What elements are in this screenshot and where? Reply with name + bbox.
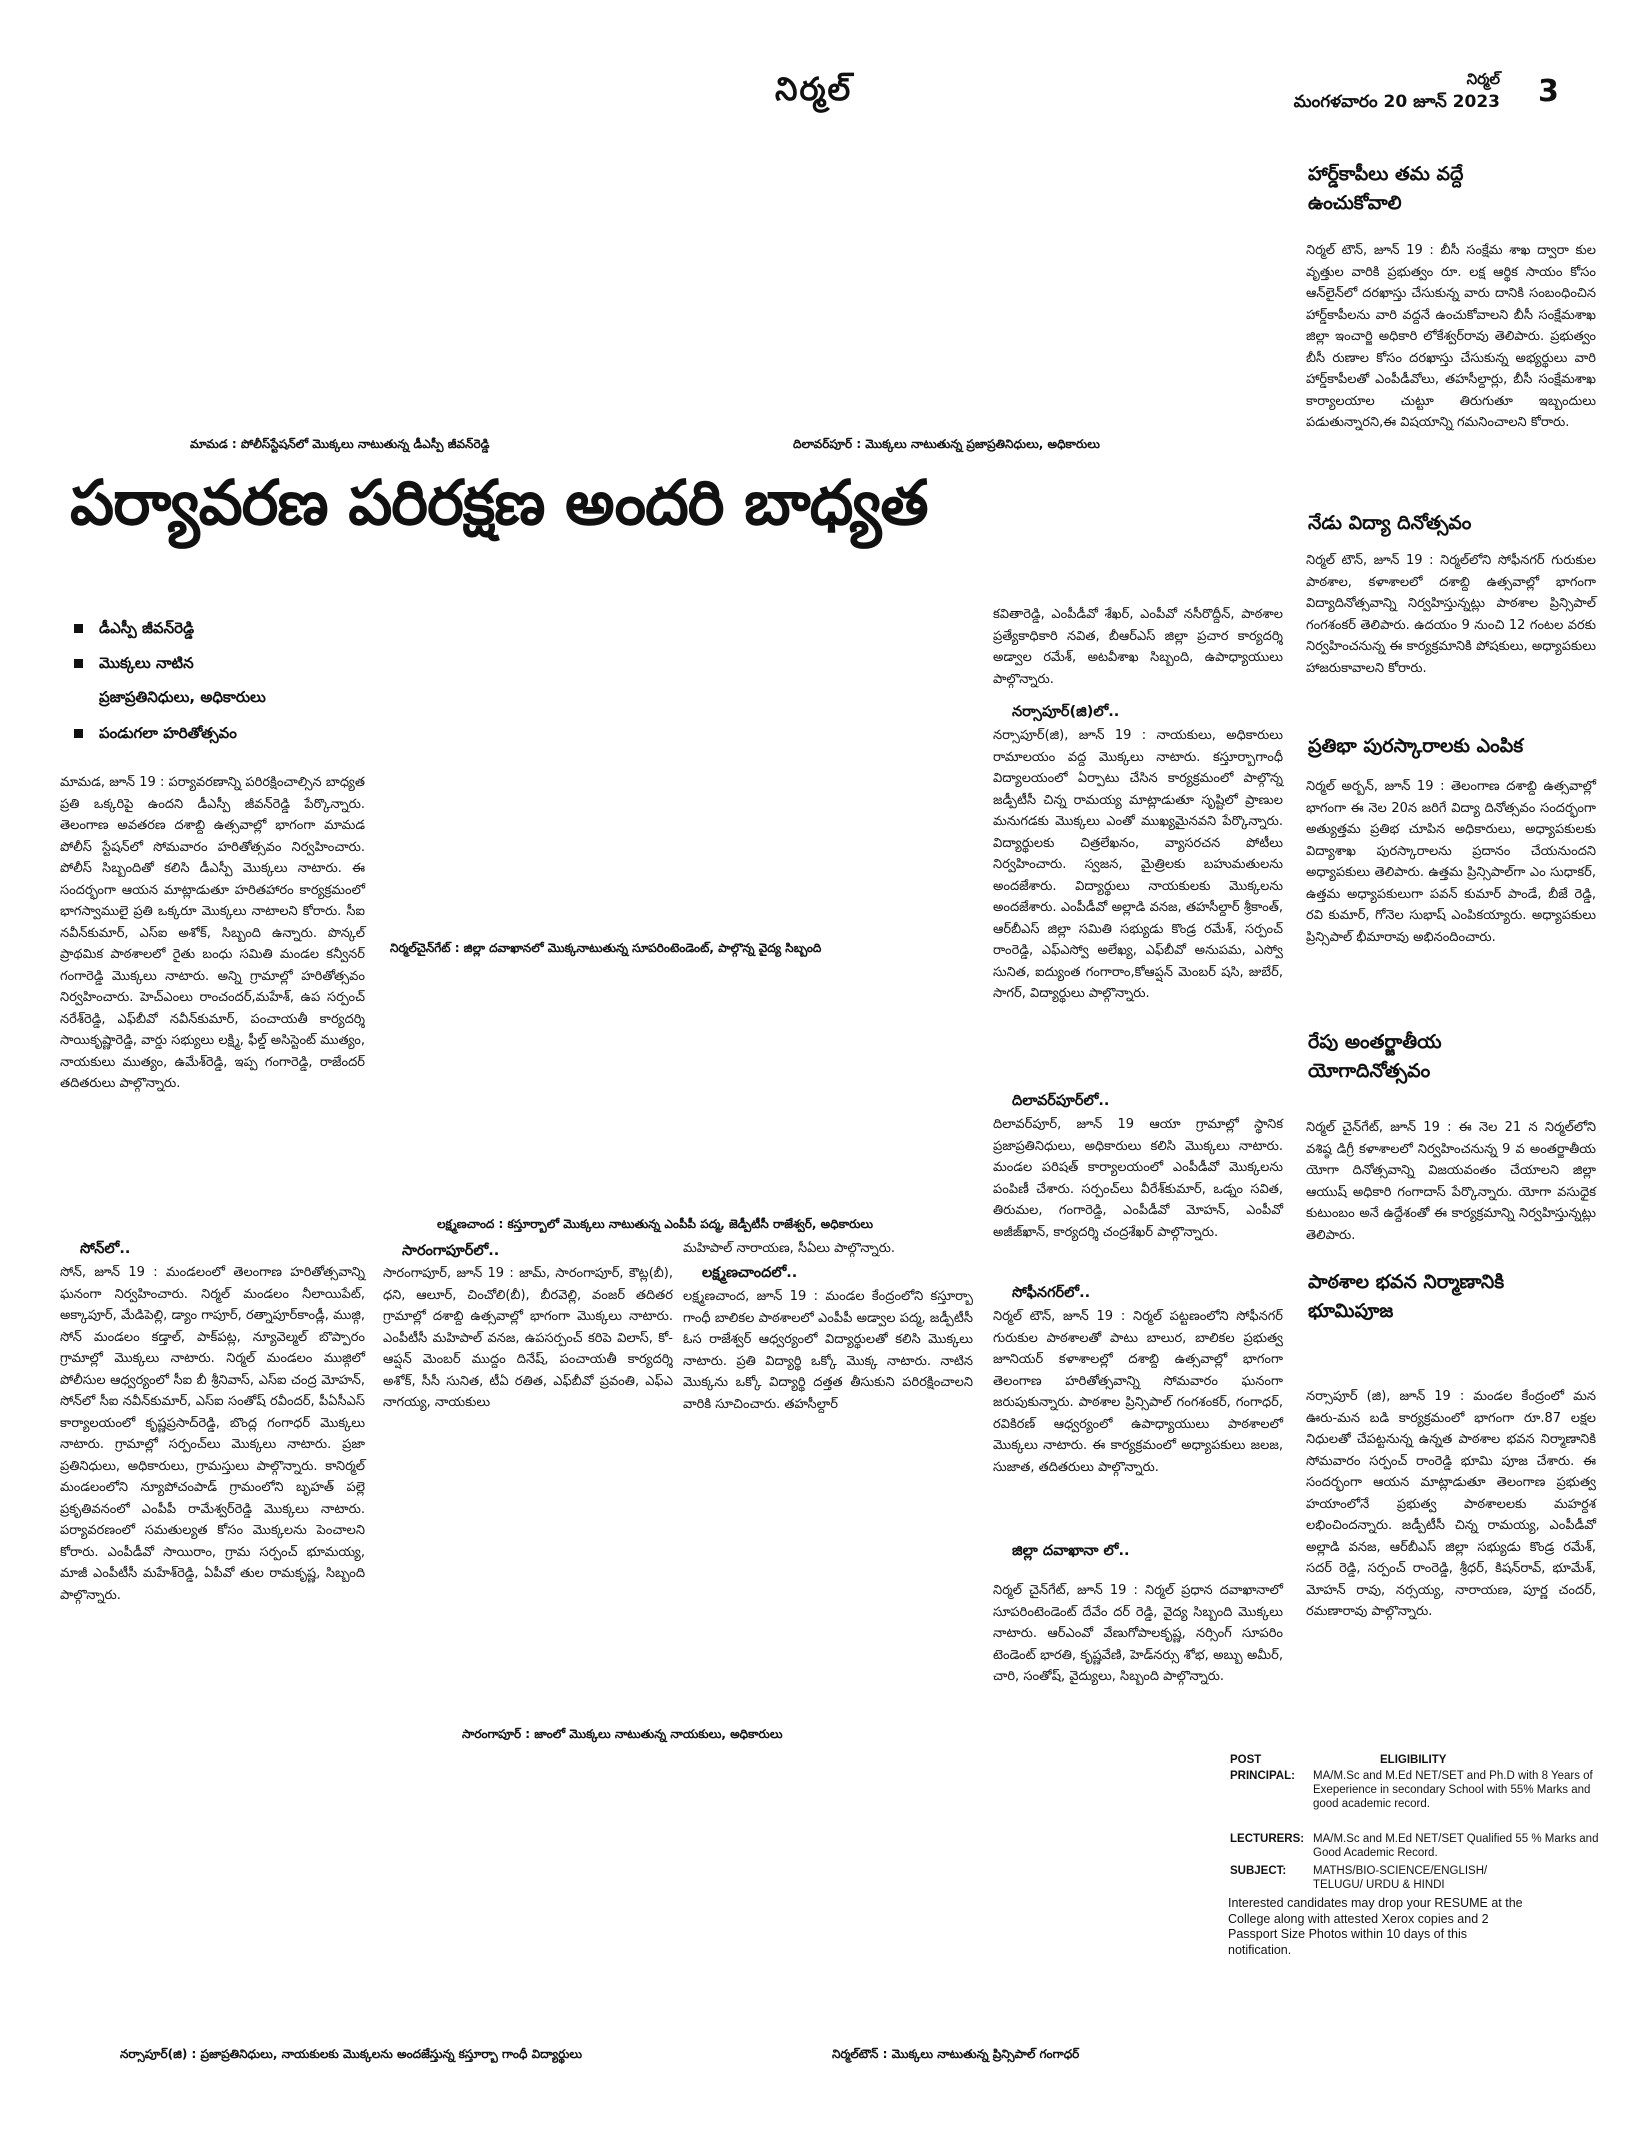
photo-nirmaltown bbox=[780, 1760, 1210, 2040]
bullet-item: మొక్కలు నాటిన bbox=[74, 652, 194, 674]
ad-post-subject: SUBJECT: bbox=[1230, 1865, 1287, 1877]
ad-eligibility-principal: MA/M.Sc and M.Ed NET/SET and Ph.D with 8 Years of Exeperience in secondary School with 55% Marks and good academic record. bbox=[1313, 1770, 1593, 1810]
story-body-sone: సోన్, జూన్ 19 : మండలంలో తెలంగాణ హరితోత్సవాన్ని ఘనంగా నిర్వహించారు. నిర్మల్ మండలం నీలాయిపేట్, అక్కాపూర్, మేడిపెల్లి, డ్యాం గాపూర్, రత్నాపూర్‌కాండ్లీ, ముజ్గి, సోన్ మండలం కడ్తాల్, పాక్‌పట్ల, న్యూవెల్మల్ బొప్పారం గ్రామాల్లో మొక్కలు నాటారు. నిర్మల్ మండలం ముజ్గిలో పోలీసుల ఆధ్వర్యంలో సీఐ బీ శ్రీనివాస్, ఎస్ఐ చంద్ర మోహన్, సోన్‌లో సీఐ నవీన్‌కుమార్, ఎస్ఐ సంతోష్ రవీందర్, పీఏసీఎస్ కార్యాలయంలో కృష్ణప్రసాద్‌రెడ్డి, బొంద్ల గంగాధర్ మొక్కలు నాటారు. గ్రామాల్లో సర్పంచ్‌లు మొక్కలు నాటారు. ప్రజా ప్రతినిధులు, అధికారులు, గ్రామస్తులు పాల్గొన్నారు. కానిర్మల్ మండలంలోని న్యూపోచంపాడ్ గ్రామంలోని బృహత్ పల్లె ప్రకృతివనంలో ఎంపీపీ రామేశ్వర్‌రెడ్డి మొక్కలు నాటారు. పర్యావరణంలో సమతుల్యత కోసం మొక్కలను పెంచాలని కోరారు. ఎంపీడీవో సాయిరాం, గ్రామ సర్పంచ్ భూమయ్య, మాజీ ఎంపీటీసీ మహేశ్‌రెడ్డి, ఏపీవో తుల రామకృష్ణ, సిబ్బంది పాల్గొన్నారు. bbox=[60, 1265, 370, 1603]
story2-heading: నేడు విద్యా దినోత్సవం bbox=[1308, 512, 1472, 534]
story-body-laxmanchanda-a: మహిపాల్ నారాయణ, సీఏలు పాల్గొన్నారు. bbox=[683, 1241, 896, 1256]
photo-narsapur bbox=[60, 1760, 760, 2040]
subheading-hospital: జిల్లా దవాఖానా లో.. bbox=[1012, 1543, 1130, 1559]
story-body-hospital: నిర్మల్ చైన్‌గేట్, జూన్ 19 : నిర్మల్ ప్రధాన దవాఖానాలో సూపరింటెండెంట్ దేవేం దర్ రెడ్డి, వైద్య సిబ్బంది మొక్కలు నాటారు. ఆర్ఎంవో వేణుగోపాలకృష్ణ, నర్సింగ్ సూపరిం టెండెంట్ భారతి, కృష్ణవేణి, హెడ్‌నర్సు శోభ, అబ్బు అమీర్, చారి, సంతోష్, వైద్యులు, సిబ్బంది పాల్గొన్నారు. bbox=[993, 1583, 1288, 1684]
header-date: మంగళవారం 20 జూన్ 2023 bbox=[1293, 92, 1500, 112]
story1-body: నిర్మల్ టౌన్, జూన్ 19 : బీసీ సంక్షేమ శాఖ ద్వారా కుల వృత్తుల వారికి ప్రభుత్వం రూ. లక్ష ఆర్థిక సాయం కోసం ఆన్‌లైన్‌లో దరఖాస్తు చేసుకున్న వారు దానికి సంబంధించిన హార్డ్‌కాపీలను వారి వద్దనే ఉంచుకోవాలని బీసీ సంక్షేమశాఖ జిల్లా ఇంచార్జి అధికారి లోకేశ్వర్‌రావు తెలిపారు. ప్రభుత్వం బీసీ రుణాల కోసం దరఖాస్తు చేసుకున్న అభ్యర్థులు వారి హార్డ్‌కాపీలతో ఎంపీడీవోలు, తహసీల్దార్లు, బీసీ సంక్షేమశాఖ కార్యాలయాల చుట్టూ తిరుగుతూ ఇబ్బందులు పడుతున్నారని,ఈ విషయాన్ని గమనించాలని కోరారు. bbox=[1306, 243, 1601, 430]
story-body-laxmanchanda-b: లక్ష్మణచాంద, జూన్ 19 : మండల కేంద్రంలోని కస్తూర్బా గాంధీ బాలికల పాఠశాలలో ఎంపీపీ అడ్వాల పద్మ, జడ్పీటీసీ ఓస రాజేశ్వర్ ఆధ్వర్యంలో విద్యార్థులతో కలిసి మొక్కలు నాటారు. ప్రతి విద్యార్థి ఒక్కో మొక్క నాటారు. నాటిన మొక్కను ఒక్కో విద్యార్థి దత్తత తీసుకుని పరిరక్షించాలని వారికి సూచించారు. తహసీల్దార్ bbox=[683, 1289, 978, 1412]
story5-heading: పాఠశాల భవన నిర్మాణానికి భూమిపూజ bbox=[1308, 1271, 1505, 1322]
caption-dilawarpur: దిలావర్‌పూర్ : మొక్కలు నాటుతున్న ప్రజాప్రతినిధులు, అధికారులు bbox=[793, 437, 1100, 451]
story-body-dilawarpur: దిలావర్‌పూర్, జూన్ 19 ఆయా గ్రామాల్లో స్థానిక ప్రజాప్రతినిధులు, అధికారులు కలిసి మొక్కలు నాటారు. మండల పరిషత్ కార్యాలయంలో ఎంపీడీవో మొక్కలను పంపిణీ చేశారు. సర్పంచ్‌లు వీరేశ్‌కుమార్, ఒడ్నం సవిత, తిరుమల, గంగారెడ్డి, ఎంపీడీవో మోహన్, ఎంపీవో అజీజ్‌ఖాన్, కార్యదర్శి చంద్రశేఖర్ పాల్గొన్నారు. bbox=[993, 1117, 1288, 1240]
ad-col-eligibility: ELIGIBILITY bbox=[1380, 1754, 1447, 1766]
caption-nirmaltown: నిర్మల్‌టౌన్ : మొక్కలు నాటుతున్న ప్రిన్సిపాల్ గంగాధర్ bbox=[832, 2047, 1080, 2061]
page-number: 3 bbox=[1538, 74, 1559, 109]
header-place: నిర్మల్ bbox=[1466, 70, 1500, 88]
bullet-item: పండుగలా హరితోత్సవం bbox=[74, 722, 237, 744]
photo-nirmal-chainagate bbox=[385, 600, 975, 930]
photo-mamada bbox=[60, 140, 540, 430]
story3-heading: ప్రతిభా పురస్కారాలకు ఎంపిక bbox=[1308, 735, 1524, 757]
story4-body: నిర్మల్ చైన్‌గేట్, జూన్ 19 : ఈ నెల 21 న నిర్మల్‌లోని వశిష్ఠ డిగ్రీ కళాశాలలో నిర్వహించనున్న 9 వ అంతర్జాతీయ యోగా దినోత్సవాన్ని విజయవంతం చేయాలని జిల్లా ఆయుష్ అధికారి గంగాదాస్ పేర్కొన్నారు. యోగా వసుధైక కుటుంబం అనే ఉద్దేశంతో ఈ కార్యక్రమాన్ని నిర్వహిస్తున్నట్లు తెలిపారు. bbox=[1306, 1120, 1601, 1243]
subheading-sarangapur: సారంగాపూర్‌లో.. bbox=[402, 1243, 500, 1259]
caption-narsapur: నర్సాపూర్(జి) : ప్రజాప్రతినిధులు, నాయకులకు మొక్కలను అందజేస్తున్న కస్తూర్బా గాంధీ విద్యార్థులు bbox=[120, 2047, 583, 2061]
bullet-square-icon bbox=[74, 659, 83, 668]
story1-heading: హార్డ్‌కాపీలు తమ వద్దే ఉంచుకోవాలి bbox=[1308, 163, 1464, 214]
story-body-sofinagar: నిర్మల్ టౌన్, జూన్ 19 : నిర్మల్ పట్టణంలోని సోఫీనగర్ గురుకుల పాఠశాలతో పాటు బాలుర, బాలికల ప్రభుత్వ జూనియర్ కళాశాలల్లో దశాబ్ది ఉత్సవాల్లో భాగంగా తెలంగాణ హరితోత్సవాన్ని సోమవారం ఘనంగా జరుపుకున్నారు. పాఠశాల ప్రిన్సిపాల్ గంగశంకర్, గంగాధర్, రవికిరణ్ ఆధ్వర్యంలో ఉపాధ్యాయులు పాఠశాలలో మొక్కలు నాటారు. ఈ కార్యక్రమంలో అధ్యాపకులు జలజ, సుజాత, తదితరులు పాల్గొన్నారు. bbox=[993, 1309, 1288, 1475]
ad-col-post: POST bbox=[1230, 1754, 1262, 1766]
subheading-dilawarpur: దిలావర్‌పూర్‌లో.. bbox=[1012, 1093, 1110, 1109]
caption-nirmal-chainagate: నిర్మల్‌చైన్‌గేట్ : జిల్లా దవాఖానలో మొక్కనాటుతున్న సూపరింటెండెంట్, పాల్గొన్న వైద్య సిబ్బంది bbox=[390, 941, 822, 955]
story-body-mamada: మామడ, జూన్ 19 : పర్యావరణాన్ని పరిరక్షించాల్సిన బాధ్యత ప్రతి ఒక్కరిపై ఉందని డీఎస్పీ జీవన్‌రెడ్డి పేర్కొన్నారు. తెలంగాణ అవతరణ దశాబ్ది ఉత్సవాల్లో భాగంగా మామడ పోలీస్ స్టేషన్‌లో సోమవారం హరితోత్సవం నిర్వహించారు. పోలీస్ సిబ్బందితో కలిసి డీఎస్పీ మొక్కలు నాటారు. ఈ సందర్భంగా ఆయన మాట్లాడుతూ హరితహారం కార్యక్రమంలో భాగస్వాములై ప్రతి ఒక్కరూ మొక్కలు నాటాలని కోరారు. సీఐ నవీన్‌కుమార్, ఎస్ఐ అశోక్, సిబ్బంది ఉన్నారు. పొన్కల్ ప్రాథమిక పాఠశాలలో రైతు బంధు సమితి మండల కన్వీనర్ గంగారెడ్డి మొక్కలు నాటారు. అన్ని గ్రామాల్లో హరితోత్సవం నిర్వహించారు. హెచ్ఎంలు రాంచందర్,మహేశ్, ఉప సర్పంచ్ నరేశ్‌రెడ్డి, ఎఫ్‌బీవో నవీన్‌కుమార్, పంచాయతీ కార్యదర్శి సాయికృష్ణారెడ్డి, వార్డు సభ్యులు లక్ష్మి, ఫీల్డ్ అసిస్టెంట్ ముత్యం, నాయకులు ముత్యం, ఉమేశ్‌రెడ్డి, ఇప్ప గంగారెడ్డి, రాజేందర్ తదితరులు పాల్గొన్నారు. bbox=[60, 775, 370, 1091]
subheading-sone: సోన్‌లో.. bbox=[80, 1241, 131, 1257]
subheading-laxmanchanda: లక్ష్మణచాందలో.. bbox=[702, 1265, 798, 1281]
story3-body: నిర్మల్ అర్బన్, జూన్ 19 : తెలంగాణ దశాబ్ది ఉత్సవాల్లో భాగంగా ఈ నెల 20న జరిగే విద్యా దినోత్సవం సందర్భంగా అత్యుత్తమ ప్రతిభ చూపిన అధికారులు, అధ్యాపకులకు విద్యాశాఖ పురస్కారాలను ప్రదానం చేయనుందని అధ్యాపకులు తెలిపారు. ఉత్తమ ప్రిన్సిపాల్‌గా ఎం సుధాకర్, ఉత్తమ అధ్యాపకులుగా పవన్ కుమార్ పాండే, బీజే రెడ్డి, రవి కుమార్, గోనెల సుభాష్ ఎంపికయ్యారు. అధ్యాపకులు ప్రిన్సిపాల్ భీమారావు అభినందించారు. bbox=[1306, 779, 1601, 945]
caption-laxmanchanda: లక్ష్మణచాంద : కస్తూర్బాలో మొక్కలు నాటుతున్న ఎంపీపీ పద్మ, జెడ్పీటీసీ రాజేశ్వర్, అధికారులు bbox=[437, 1217, 874, 1231]
photo-laxmanchanda bbox=[385, 960, 975, 1210]
subheading-narsapur: నర్సాపూర్(జి)లో.. bbox=[1012, 704, 1120, 720]
bullet-item: ప్రజాప్రతినిధులు, అధికారులు bbox=[99, 688, 266, 706]
main-headline: పర్యావరణ పరిరక్షణ అందరి బాధ్యత bbox=[70, 466, 928, 539]
bullet-square-icon bbox=[74, 624, 83, 633]
caption-mamada: మామడ : పోలీస్‌స్టేషన్‌లో మొక్కలు నాటుతున్న డీఎస్పీ జీవన్‌రెడ్డి bbox=[190, 437, 490, 451]
ad-eligibility-subject: MATHS/BIO-SCIENCE/ENGLISH/ TELUGU/ URDU & HINDI bbox=[1313, 1865, 1488, 1891]
photo-sarangapur bbox=[385, 1480, 975, 1720]
photo-dilawarpur bbox=[560, 140, 1280, 430]
section-title: నిర్మల్ bbox=[775, 70, 853, 108]
bullet-square-icon bbox=[74, 729, 83, 738]
story4-heading: రేపు అంతర్జాతీయ యోగాదినోత్సవం bbox=[1308, 1031, 1442, 1082]
ad-post-lecturers: LECTURERS: bbox=[1230, 1833, 1305, 1845]
caption-sarangapur: సారంగాపూర్ : జాంలో మొక్కలు నాటుతున్న నాయకులు, అధికారులు bbox=[462, 1727, 783, 1741]
story-body-narsapur: నర్సాపూర్(జి), జూన్ 19 : నాయకులు, అధికారులు రామాలయం వద్ద మొక్కలు నాటారు. కస్తూర్బాగాంధీ విద్యాలయంలో ఏర్పాటు చేసిన కార్యక్రమంలో పాల్గొన్న జడ్పీటీసీ చిన్న రామయ్య మాట్లాడుతూ సృష్టిలో ప్రాణుల మనుగడకు మొక్కలు ఎంతో ముఖ్యమైనవని పేర్కొన్నారు. విద్యార్థులకు చిత్రలేఖనం, వ్యాసరచన పోటీలు నిర్వహించారు. స్వజన, మైత్రిలకు బహుమతులను అందజేశారు. విద్యార్థులు నాయకులకు మొక్కలను అందజేశారు. ఎంపీడీవో అల్లాడి వనజ, తహసీల్దార్ శ్రీకాంత్, ఆర్‌బీఎస్ జిల్లా సమితి సభ్యుడు కొండ్ర రమేశ్, సర్పంచ్ రాంరెడ్డి, ఎఫ్ఎస్వో అలేఖ్య, ఎఫ్‌బీవో అనుపమ, ఎస్వో సునిత, ఐద్యుంత గంగారాం,కోఆప్షన్ మెంబర్ షసి, జుబేర్, సాగర్, విద్యార్థులు పాల్గొన్నారు. bbox=[993, 728, 1288, 1001]
subheading-sofinagar: సోఫీనగర్‌లో.. bbox=[1012, 1285, 1091, 1301]
bullet-item: డీఎస్పీ జీవన్‌రెడ్డి bbox=[74, 617, 194, 639]
story2-body: నిర్మల్ టౌన్, జూన్ 19 : నిర్మల్‌లోని సోఫీనగర్ గురుకుల పాఠశాల, కళాశాలలో దశాబ్ది ఉత్సవాల్లో భాగంగా విద్యాదినోత్సవాన్ని నిర్వహిస్తున్నట్లు పాఠశాల ప్రిన్సిపాల్ గంగశంకర్ తెలిపారు. ఉదయం 9 నుంచి 12 గంటల వరకు నిర్వహించనున్న ఈ కార్యక్రమానికి పోషకులు, అధ్యాపకులు హాజరుకావాలని కోరారు. bbox=[1306, 553, 1601, 676]
story-body-laxmanchanda-c: కవితారెడ్డి, ఎంపీడీవో శేఖర్, ఎంపీవో నసీరొద్దీన్, పాఠశాల ప్రత్యేకాధికారి నవిత, బీఆర్ఎస్ జిల్లా ప్రచార కార్యదర్శి అడ్వాల రమేశ్, అటవీశాఖ సిబ్బంది, ఉపాధ్యాయులు పాల్గొన్నారు. bbox=[993, 607, 1288, 687]
ad-eligibility-lecturers: MA/M.Sc and M.Ed NET/SET Qualified 55 % Marks and Good Academic Record. bbox=[1313, 1833, 1599, 1859]
story-body-sarangapur: సారంగాపూర్, జూన్ 19 : జామ్, సారంగాపూర్, కౌట్ల(బీ), ధని, ఆలూర్, చించోలి(బీ), బీరవెల్లి, వంజర్ తదితర గ్రామాల్లో దశాబ్ది ఉత్సవాల్లో భాగంగా మొక్కలు నాటారు. ఎంపీటీసీ మహిపాల్ వనజ, ఉపసర్పంచ్ కరిపె విలాస్, కో-ఆప్షన్ మెంబర్ ముద్దం దినేష్, పంచాయతీ కార్యదర్శి అశోక్, సీసీ సునిత, టీఏ రతిత, ఎఫ్‌బీవో ప్రవంతి, ఎఫ్ఎ నాగయ్య, నాయకులు bbox=[383, 1266, 678, 1410]
ad-footer-text: Interested candidates may drop your RESUME at the College along with attested Xerox copies and 2 Passport Size Photos within 10 days of this notification. bbox=[1228, 1896, 1523, 1957]
ad-post-principal: PRINCIPAL: bbox=[1230, 1770, 1295, 1782]
story5-body: నర్సాపూర్ (జి), జూన్ 19 : మండల కేంద్రంలో మన ఊరు-మన బడి కార్యక్రమంలో భాగంగా రూ.87 లక్షల నిధులతో చేపట్టనున్న ఉన్నత పాఠశాల భవన నిర్మాణానికి సోమవారం సర్పంచ్ రాంరెడ్డి భూమి పూజ చేశారు. ఈ సందర్భంగా ఆయన మాట్లాడుతూ తెలంగాణ ప్రభుత్వ హయాంలోనే ప్రభుత్వ పాఠశాలలకు మహర్దశ లభించిందన్నారు. జడ్పీటీసీ చిన్న రామయ్య, ఎంపీడీవో అల్లాడి వనజ, ఆర్‌బీఎస్ జిల్లా సభ్యుడు కొండ్ర రమేశ్, సదర్ రెడ్డి, సర్పంచ్ రాంరెడ్డి, శ్రీధర్, కిషన్‌రావ్, భూమేశ్, మోహన్ రావు, నర్సయ్య, నారాయణ, పూర్ణ చందర్, రమణారావు పాల్గొన్నారు. bbox=[1306, 1389, 1601, 1619]
